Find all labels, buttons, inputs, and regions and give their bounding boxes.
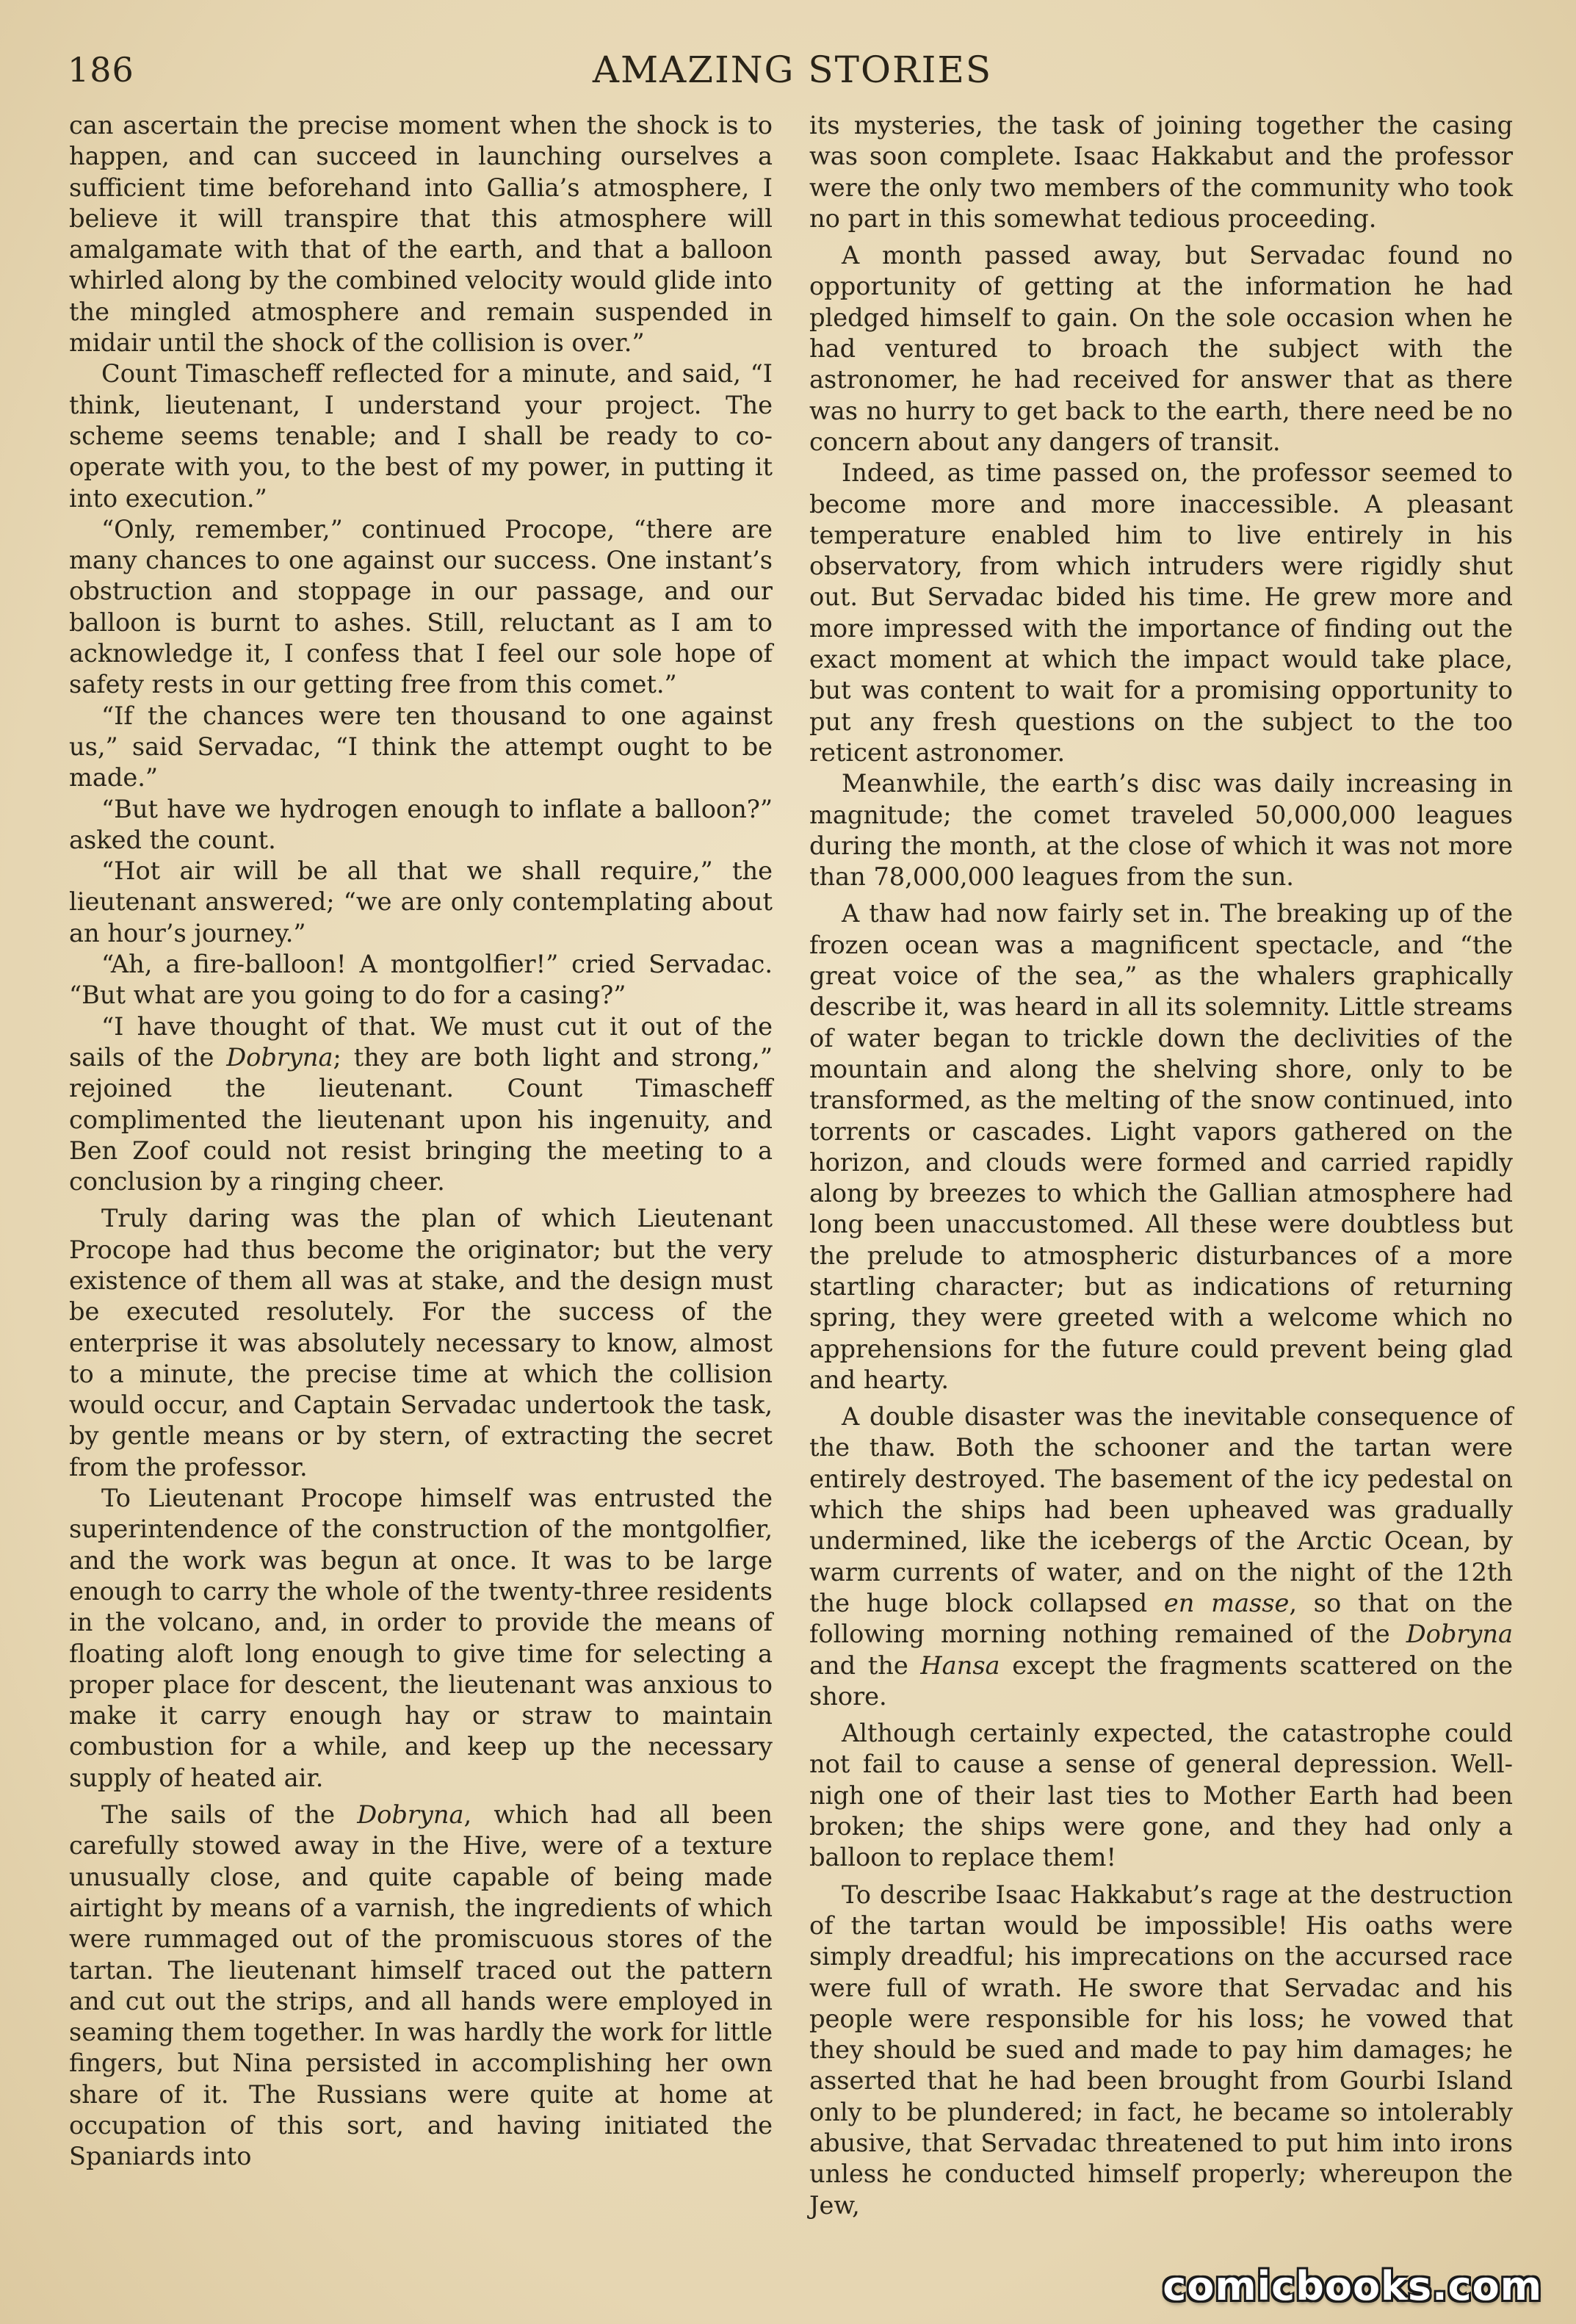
paragraph: The sails of the Dobryna, which had all been carefully stowed away in the Hive, were of a texture unusually close, and quite capable of being made airtight by means of a varnish, the ingredients of which were rummaged out of the promiscuous stores of the tartan. The lieutenant himself traced out the pattern and cut out the strips, and all hands were employed in seaming them together. In was hardly the work for little fingers, but Nina persisted in accomplishing her own share of it. The Russians were quite at home at occupation of this sort, and having initiated the Spaniards into	[69, 1800, 773, 2171]
site-watermark: comicbooks.com	[1163, 2263, 1542, 2309]
paragraph: To Lieutenant Procope himself was entrusted the superintendence of the construction of the montgolfier, and the work was begun at once. It was to be large enough to carry the whole of the twenty-three residents in the volcano, and, in order to provide the means of floating aloft long enough to give time for selecting a proper place for descent, the lieutenant was anxious to make it carry enough hay or straw to maintain combustion for a while, and keep up the necessary supply of heated air.	[69, 1484, 773, 1792]
right-column	[809, 110, 1513, 2221]
running-title: AMAZING STORIES	[592, 48, 993, 91]
paragraph: Although certainly expected, the catastrophe could not fail to cause a sense of general depression. Well-nigh one of their last ties to Mother Earth had been broken; the ships were gone, and they had only a balloon to replace them!	[809, 1719, 1513, 1872]
paragraph: “If the chances were ten thousand to one against us,” said Servadac, “I think the attempt ought to be made.”	[69, 701, 773, 793]
paragraph: “Only, remember,” continued Procope, “there are many chances to one against our success. One instant’s obstruction and stoppage in our passage, and our balloon is burnt to ashes. Still, reluctant as I am to acknowledge it, I confess that I feel our sole hope of safety rests in our getting free from this comet.”	[69, 514, 773, 699]
paragraph: A double disaster was the inevitable consequence of the thaw. Both the schooner and the tartan were entirely destroyed. The basement of the icy pedestal on which the ships had been upheaved was gradually undermined, like the icebergs of the Arctic Ocean, by warm currents of water, and on the night of the 12th the huge block collapsed en masse, so that on the following morning nothing remained of the Dobryna and the Hansa except the fragments scattered on the shore.	[809, 1402, 1514, 1711]
paragraph: Count Timascheff reflected for a minute, and said, “I think, lieutenant, I understand your project. The scheme seems tenable; and I shall be ready to co-operate with you, to the best of my power, in putting it into execution.”	[69, 359, 773, 513]
paragraph: “But have we hydrogen enough to inflate a balloon?” asked the count.	[69, 794, 773, 854]
paragraph: “I have thought of that. We must cut it out of the sails of the Dobryna; they are both light and strong,” rejoined the lieutenant. Count Timascheff complimented the lieutenant upon his ingenuity, and Ben Zoof could not resist bringing the meeting to a conclusion by a ringing cheer.	[69, 1011, 773, 1197]
paragraph: A month passed away, but Servadac found no opportunity of getting at the information he had pledged himself to gain. On the sole occasion when he had ventured to broach the subject with the astronomer, he had received for answer that as there was no hurry to get back to the earth, there need be no concern about any dangers of transit.	[809, 241, 1513, 456]
paragraph: Truly daring was the plan of which Lieutenant Procope had thus become the originator; but the very existence of them all was at stake, and the design must be executed resolutely. For the success of the enterprise it was absolutely necessary to know, almost to a minute, the precise time at which the collision would occur, and Captain Servadac undertook the task, by gentle means or by stern, of extracting the secret from the professor.	[69, 1204, 773, 1482]
page-number: 186	[68, 50, 134, 90]
paragraph: “Hot air will be all that we shall require,” the lieutenant answered; “we are only contemplating about an hour’s journey.”	[69, 856, 773, 948]
paragraph: can ascertain the precise moment when the shock is to happen, and can succeed in launching ourselves a sufficient time beforehand into Gallia’s atmosphere, I believe it will transpire that this atmosphere will amalgamate with that of the earth, and that a balloon whirled along by the combined velocity would glide into the mingled atmosphere and remain suspended in midair until the shock of the collision is over.”	[69, 111, 773, 358]
paragraph: A thaw had now fairly set in. The breaking up of the frozen ocean was a magnificent spectacle, and “the great voice of the sea,” as the whalers graphically describe it, was heard in all its solemnity. Little streams of water began to trickle down the declivities of the mountain and along the shelving shore, only to be transformed, as the melting of the snow continued, into torrents or cascades. Light vapors gathered on the horizon, and clouds were formed and carried rapidly along by breezes to which the Gallian atmosphere had long been unaccustomed. All these were doubtless but the prelude to atmospheric disturbances of a more startling character; but as indications of returning spring, they were greeted with a welcome which no apprehensions for the future could prevent being glad and hearty.	[809, 899, 1513, 1394]
paragraph: Indeed, as time passed on, the professor seemed to become more and more inaccessible. A pleasant temperature enabled him to live entirely in his observatory, from which intruders were rigidly shut out. But Servadac bided his time. He grew more and more impressed with the importance of finding out the exact moment at which the impact would take place, but was content to wait for a promising opportunity to put any fresh questions on the subject to the too reticent astronomer.	[809, 458, 1513, 767]
paragraph: its mysteries, the task of joining together the casing was soon complete. Isaac Hakkabut and the professor were the only two members of the community who took no part in this somewhat tedious proceeding.	[809, 111, 1513, 233]
left-column	[69, 110, 773, 2173]
page-header	[68, 46, 1517, 97]
paragraph: Meanwhile, the earth’s disc was daily increasing in magnitude; the comet traveled 50,000,000 leagues during the month, at the close of which it was not more than 78,000,000 leagues from the sun.	[809, 769, 1513, 892]
paragraph: “Ah, a fire-balloon! A montgolfier!” cried Servadac. “But what are you going to do for a casing?”	[69, 950, 773, 1010]
paragraph: To describe Isaac Hakkabut’s rage at the destruction of the tartan would be impossible! His oaths were simply dreadful; his imprecations on the accursed race were full of wrath. He swore that Servadac and his people were responsible for his loss; he vowed that they should be sued and made to pay him damages; he asserted that he had been brought from Gourbi Island only to be plundered; in fact, he became so intolerably abusive, that Servadac threatened to put him into irons unless he conducted himself properly; whereupon the Jew,	[809, 1880, 1513, 2220]
